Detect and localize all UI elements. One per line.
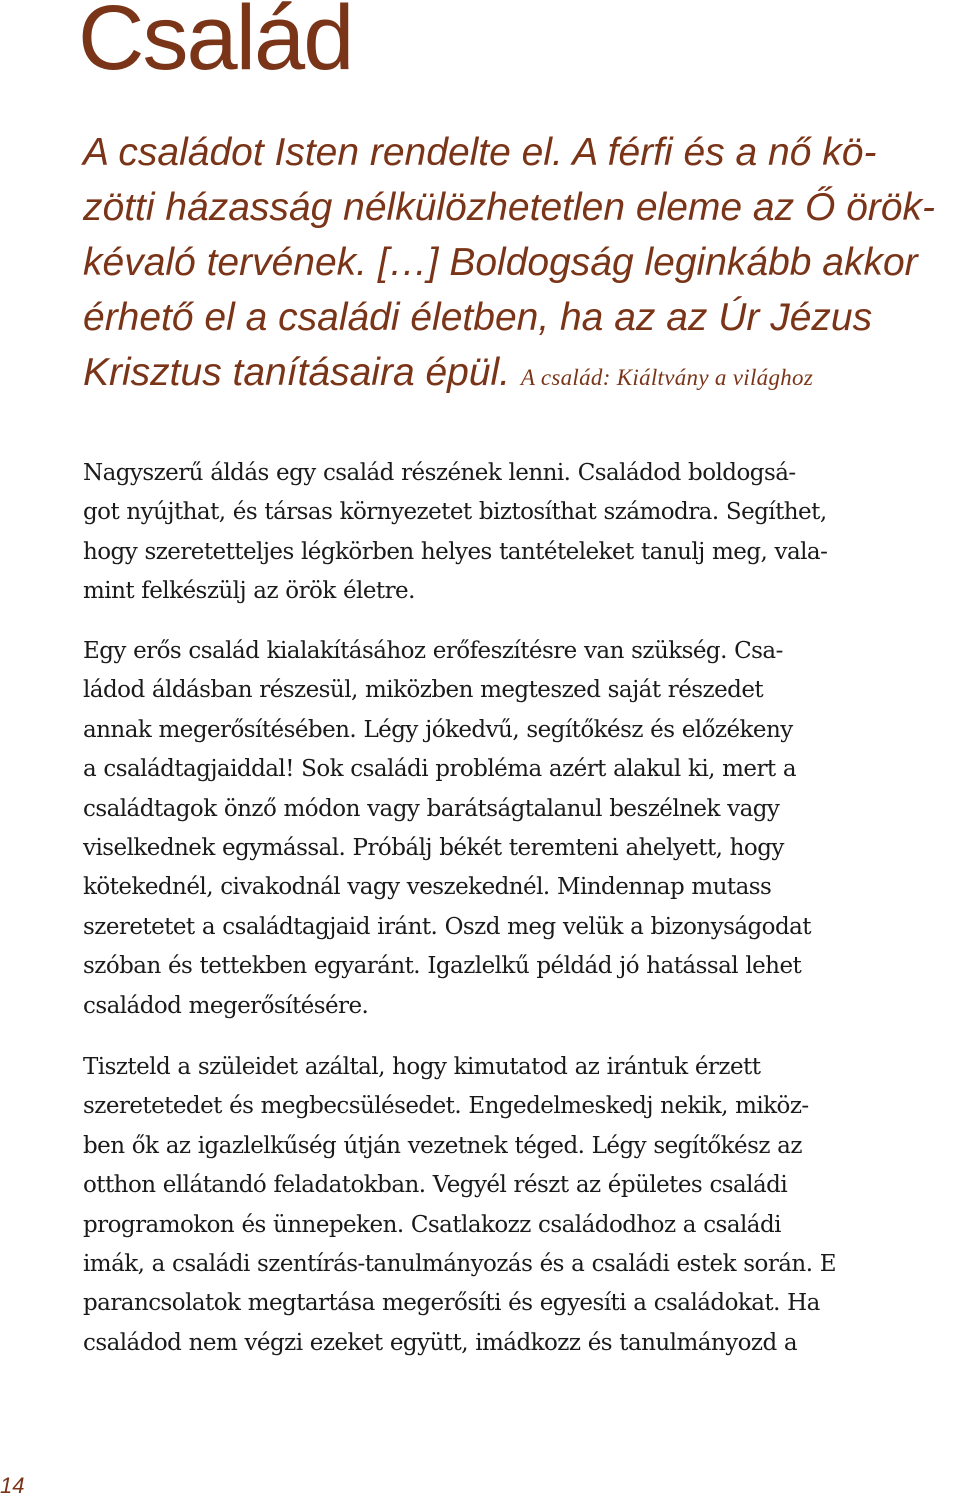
paragraph-line: szeretetet a családtagjaid iránt. Oszd meg velük a bizonyságodat: [83, 913, 811, 940]
quote-line: zötti házasság nélkülözhetetlen eleme az Ő örök-: [83, 186, 935, 229]
paragraph-line: ládod áldásban részesül, miközben megteszed saját részedet: [83, 677, 764, 704]
quote-line: kévaló tervének. […] Boldogság leginkább akkor: [83, 241, 918, 284]
paragraph-line: kötekednél, civakodnál vagy veszekednél. Mindennap mutass: [83, 874, 772, 901]
quote-line: Krisztus tanításaira épül.: [83, 351, 511, 394]
paragraph-line: családod megerősítésére.: [83, 992, 369, 1019]
paragraph-line: Egy erős család kialakításához erőfeszítésre van szükség. Csa-: [83, 638, 783, 664]
paragraph-line: szóban és tettekben egyaránt. Igazlelkű példád jó hatással lehet: [83, 953, 802, 980]
paragraph-line: a családtagjaiddal! Sok családi probléma azért alakul ki, mert a: [83, 756, 797, 783]
quote-line: A családot Isten rendelte el. A férfi és a nő kö-: [83, 131, 877, 174]
body-paragraph: [83, 454, 960, 612]
paragraph-line: szeretetedet és megbecsülésedet. Engedelmeskedj nekik, miköz-: [83, 1093, 809, 1120]
paragraph-line: Nagyszerű áldás egy család részének lenni. Családod boldogsá-: [83, 460, 796, 486]
paragraph-line: Tiszteld a szüleidet azáltal, hogy kimutatod az irántuk érzett: [83, 1054, 761, 1080]
page-number: 14: [0, 1473, 25, 1498]
paragraph-line: parancsolatok megtartása megerősíti és egyesíti a családokat. Ha: [83, 1290, 820, 1317]
paragraph-line: viselkednek egymással. Próbálj békét teremteni ahelyett, hogy: [83, 835, 784, 862]
paragraph-line: annak megerősítésében. Légy jókedvű, segítőkész és előzékeny: [83, 716, 793, 743]
quote-source: A család: Kiáltvány a világhoz: [520, 365, 814, 390]
paragraph-line: ben ők az igazlelkűség útján vezetnek téged. Légy segítőkész az: [83, 1132, 802, 1159]
quote-line: érhető el a családi életben, ha az az Úr Jézus: [83, 296, 873, 339]
paragraph-line: imák, a családi szentírás-tanulmányozás és a családi estek során. E: [83, 1251, 836, 1278]
body-paragraph: [83, 632, 960, 1026]
paragraph-line: családod nem végzi ezeket együtt, imádkozz és tanulmányozd a: [83, 1329, 798, 1356]
body-paragraph: [83, 1048, 960, 1363]
paragraph-line: otthon ellátandó feladatokban. Vegyél részt az épületes családi: [83, 1172, 788, 1199]
paragraph-line: családtagok önző módon vagy barátságtalanul beszélnek vagy: [83, 795, 780, 822]
paragraph-line: got nyújthat, és társas környezetet biztosíthat számodra. Segíthet,: [83, 499, 827, 526]
quote-last-line: [83, 345, 943, 405]
page-title: Család: [78, 0, 353, 89]
paragraph-line: mint felkészülj az örök életre.: [83, 578, 415, 605]
paragraph-line: programokon és ünnepeken. Csatlakozz családodhoz a családi: [83, 1211, 781, 1238]
intro-quote: [83, 125, 943, 405]
paragraph-line: hogy szeretetteljes légkörben helyes tantételeket tanulj meg, vala-: [83, 538, 828, 565]
